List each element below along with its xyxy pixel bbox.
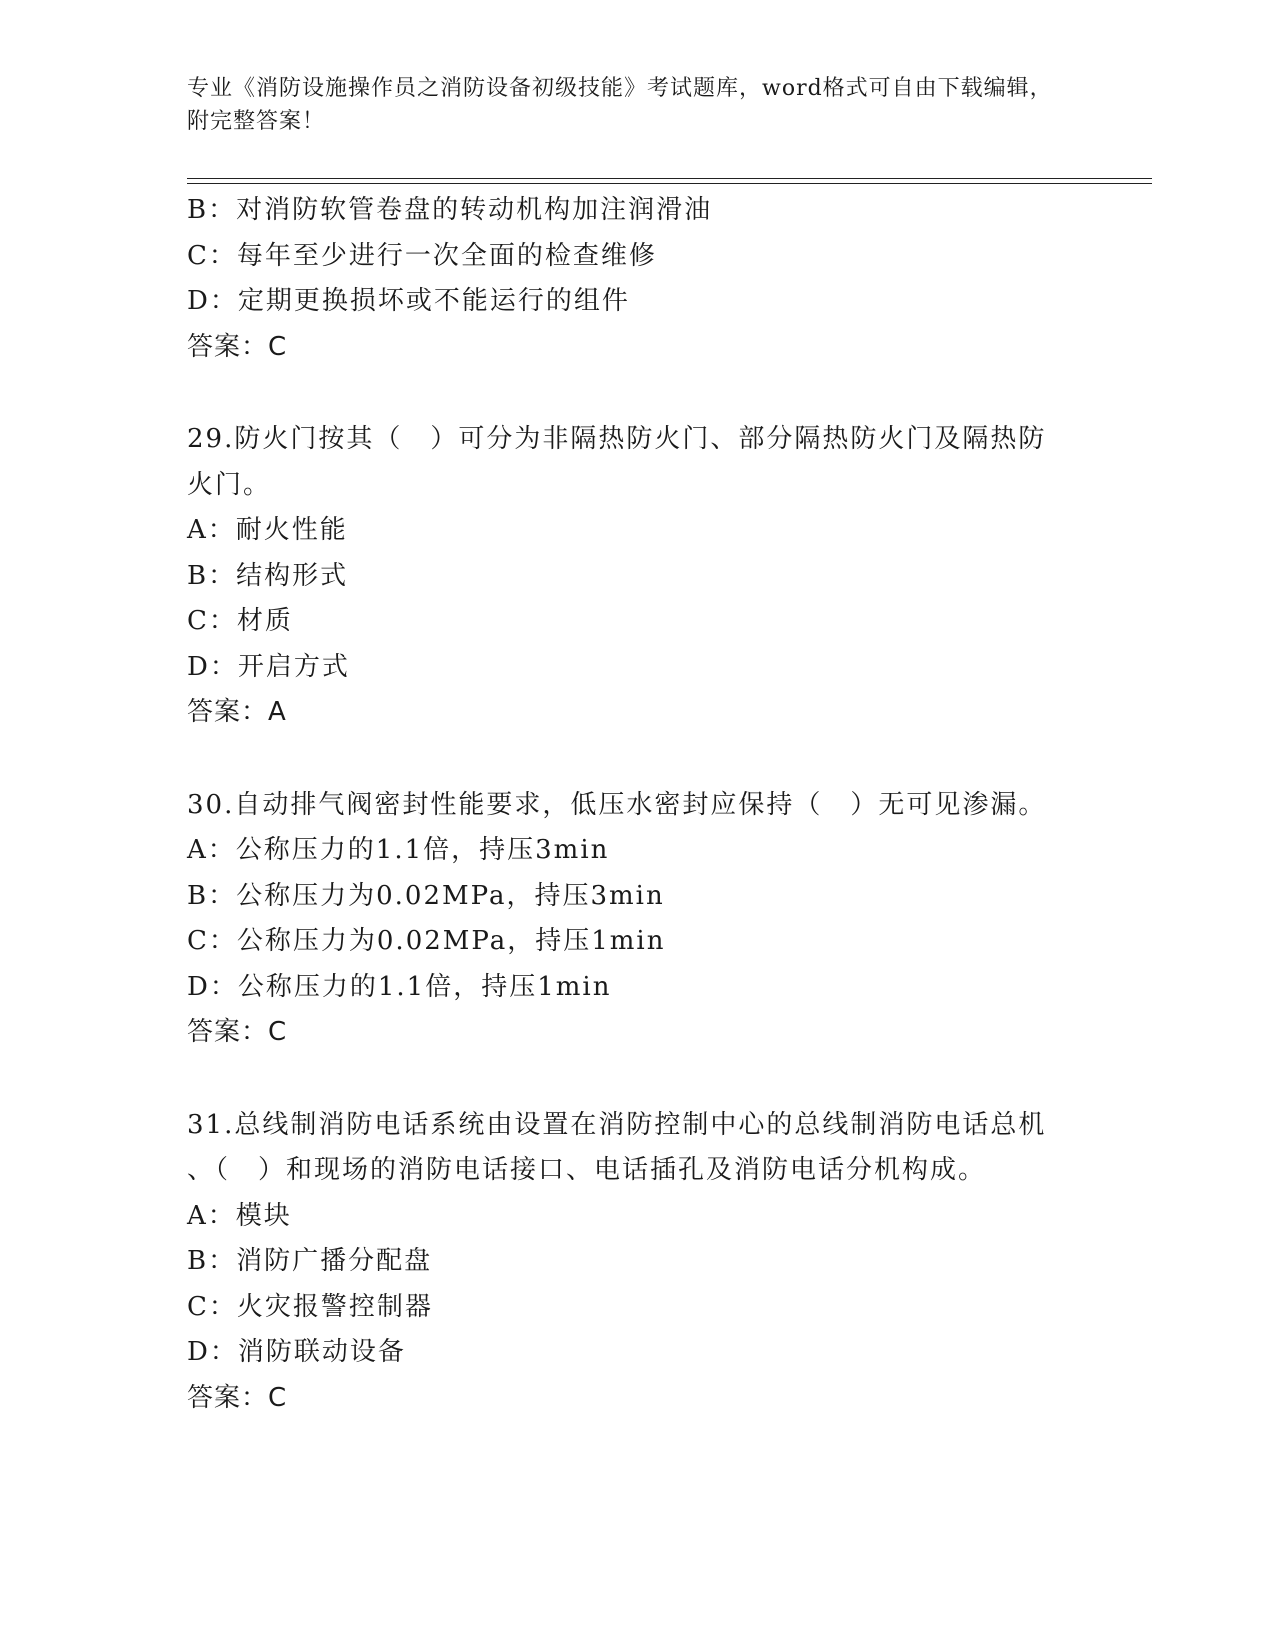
option-b: B：对消防软管卷盘的转动机构加注润滑油: [187, 195, 713, 225]
spacer: [187, 370, 1087, 417]
question-stem: 30.自动排气阀密封性能要求，低压水密封应保持（ ）无可见渗漏。: [187, 789, 1047, 820]
question-stem: 31.总线制消防电话系统由设置在消防控制中心的总线制消防电话总机: [187, 1109, 1047, 1140]
question-list: [187, 188, 1087, 1421]
answer-line: 答案：C: [187, 1017, 288, 1047]
answer-line: 答案：A: [187, 697, 287, 727]
option-a: A：公称压力的1.1倍，持压3min: [187, 835, 610, 865]
option-d: D：公称压力的1.1倍，持压1min: [187, 971, 612, 1002]
spacer: [187, 1056, 1087, 1103]
document-header: 专业《消防设施操作员之消防设备初级技能》考试题库，word格式可自由下载编辑，附完整答案！: [187, 76, 1053, 134]
option-b: B：结构形式: [187, 560, 349, 591]
header-divider-top: [187, 178, 1152, 179]
question-prev: [187, 188, 1087, 370]
option-d: D：定期更换损坏或不能运行的组件: [187, 286, 630, 316]
question-stem-cont: 火门。: [187, 469, 272, 500]
option-d: D：消防联动设备: [187, 1337, 406, 1367]
answer-line: 答案：C: [187, 331, 288, 362]
option-c: C：每年至少进行一次全面的检查维修: [187, 240, 657, 271]
option-b: B：消防广播分配盘: [187, 1246, 433, 1276]
option-c: C：材质: [187, 606, 293, 636]
answer-line: 答案：C: [187, 1382, 288, 1413]
question-31: [187, 1103, 1087, 1422]
option-a: A：模块: [187, 1200, 292, 1231]
option-d: D：开启方式: [187, 651, 350, 682]
option-a: A：耐火性能: [187, 515, 348, 545]
option-b: B：公称压力为0.02MPa，持压3min: [187, 880, 665, 911]
header-divider-bottom: [187, 183, 1152, 184]
option-c: C：公称压力为0.02MPa，持压1min: [187, 926, 666, 956]
question-stem: 29.防火门按其（ ）可分为非隔热防火门、部分隔热防火门及隔热防: [187, 424, 1047, 454]
spacer: [187, 736, 1087, 783]
question-stem-cont: 、（ ）和现场的消防电话接口、电话插孔及消防电话分机构成。: [187, 1155, 987, 1185]
question-29: [187, 417, 1087, 736]
question-30: [187, 783, 1087, 1056]
option-c: C：火灾报警控制器: [187, 1291, 433, 1322]
